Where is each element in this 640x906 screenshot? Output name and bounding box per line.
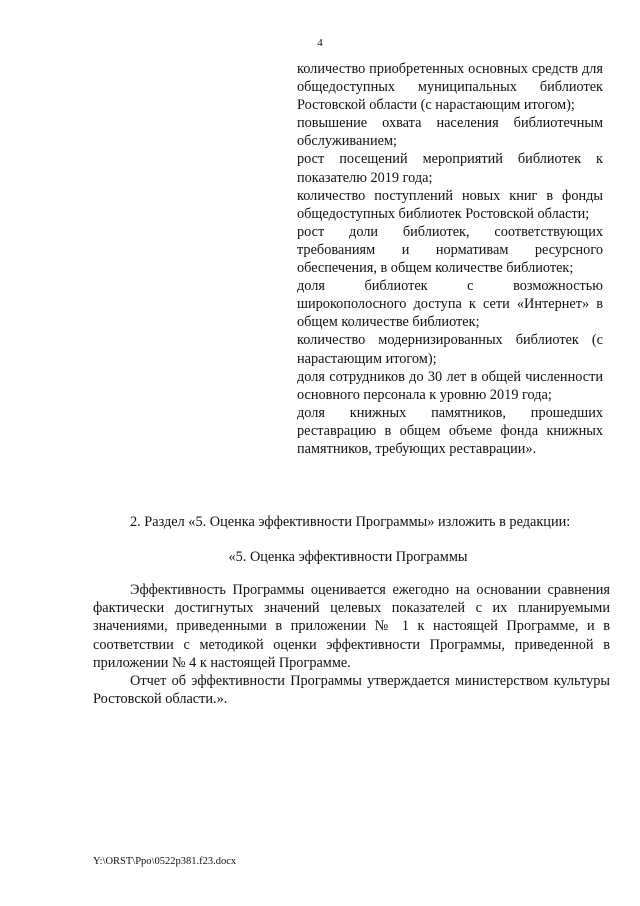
body-paragraph: Эффективность Программы оценивается ежегодно на основании сравнения фактически достигнутых значений целевых показателей с их планируемыми значениями, приведенными в приложении № 1 к настоящей Программе, и в соответствии с методикой оценки эффективности Программы, приведенной в приложении № 4 к настоящей Программе. (93, 582, 610, 671)
indicator-item: доля библиотек с возможностью широкополосного доступа к сети «Интернет» в общем количестве библиотек; (297, 278, 603, 331)
footer-file-path: Y:\ORST\Ppo\0522p381.f23.docx (93, 856, 237, 867)
page-number: 4 (317, 37, 323, 49)
indicator-item: рост доли библиотек, соответствующих требованиям и нормативам ресурсного обеспечения, в общем количестве библиотек; (297, 223, 603, 277)
indicator-item: количество модернизированных библиотек (с нарастающим итогом); (297, 332, 603, 367)
section-heading: «5. Оценка эффективности Программы (228, 549, 468, 565)
indicator-item: доля книжных памятников, прошедших реставрацию в общем объеме фонда книжных памятников, требующих реставрации». (297, 404, 603, 457)
indicator-item: рост посещений мероприятий библиотек к показателю 2019 года; (297, 151, 603, 186)
indicator-item: количество приобретенных основных средств для общедоступных муниципальных библиотек Ростовской области (с нарастающим итогом); (297, 61, 603, 114)
indicator-list (297, 60, 603, 458)
indicator-item: повышение охвата населения библиотечным обслуживанием; (297, 115, 603, 150)
section-body (93, 581, 610, 708)
indicator-item: количество поступлений новых книг в фонды общедоступных библиотек Ростовской области; (297, 187, 603, 222)
body-paragraph: Отчет об эффективности Программы утверждается министерством культуры Ростовской области.». (93, 673, 610, 708)
indicator-item: доля сотрудников до 30 лет в общей численности основного персонала к уровню 2019 года; (297, 368, 603, 403)
section-instruction: 2. Раздел «5. Оценка эффективности Программы» изложить в редакции: (130, 514, 571, 530)
